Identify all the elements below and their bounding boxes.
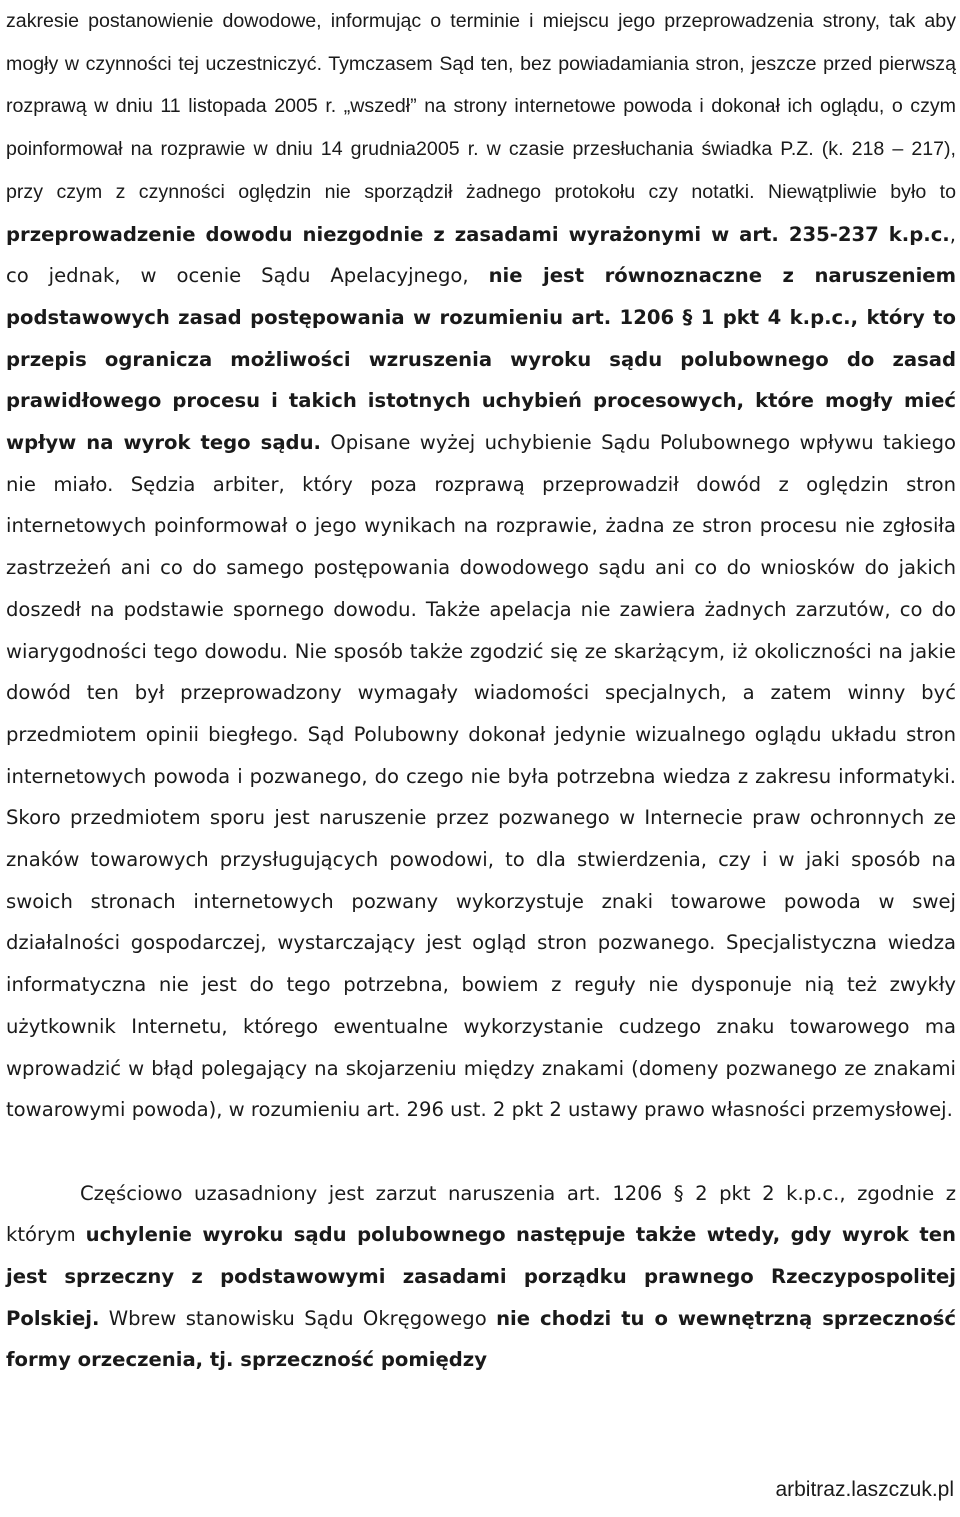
text-segment: , co jednak, w ocenie Sądu Apelacyjnego, xyxy=(6,222,956,288)
bold-text-segment: nie jest równoznaczne z naruszeniem podstawowych zasad postępowania w rozumieniu art. 1206 § 1 pkt 4 k.p.c., który to przepis ogranicza możliwości wzruszenia wyroku sądu polubownego do zasad prawidłowego procesu i takich istotnych uchybień procesowych, które mogły mieć wpływ na wyrok tego sądu. xyxy=(6,264,956,455)
text-segment: zakresie postanowienie dowodowe, informując o terminie i miejscu jego przeprowadzenia strony, tak aby mogły w czynności tej uczestniczyć. Tymczasem Sąd ten, bez powiadamiania stron, jeszcze przed pierwszą rozprawą w dniu 11 listopada 2005 r. „wszedł” na strony internetowe powoda i dokonał ich oglądu, o czym poinformował na rozprawie w dniu 14 grudnia2005 r. w czasie przesłuchania świadka P.Z. (k. 218 – 217), przy czym z czynności oględzin nie sporządził żadnego protokołu czy notatki. Niewątpliwie było to xyxy=(6,10,956,203)
text-segment: Wbrew stanowisku Sądu Okręgowego xyxy=(99,1306,497,1330)
text-segment: Częściowo uzasadniony jest zarzut naruszenia art. 1206 § 2 pkt 2 k.p.c., zgodnie z którym xyxy=(6,1181,956,1247)
paragraph-1 xyxy=(6,0,956,1131)
bold-text-segment: uchylenie wyroku sądu polubownego następuje także wtedy, gdy wyrok ten jest sprzeczny z podstawowymi zasadami porządku prawnego Rzeczypospolitej Polskiej. xyxy=(6,1223,956,1330)
bold-text-segment: przeprowadzenie dowodu niezgodnie z zasadami wyrażonymi w art. 235-237 k.p.c. xyxy=(6,222,950,246)
document-page xyxy=(6,0,956,1381)
bold-text-segment: nie chodzi tu o wewnętrzną sprzeczność formy orzeczenia, tj. sprzeczność pomiędzy xyxy=(6,1306,956,1372)
footer-url: arbitraz.laszczuk.pl xyxy=(775,1478,954,1501)
text-segment: Opisane wyżej uchybienie Sądu Polubownego wpływu takiego nie miało. Sędzia arbiter, który poza rozprawą przeprowadził dowód z oględzin stron internetowych poinformował o jego wynikach na rozprawie, żadna ze stron procesu nie zgłosiła zastrzeżeń ani co do samego postępowania dowodowego sądu ani co do wniosków do jakich doszedł na podstawie spornego dowodu. Także apelacja nie zawiera żadnych zarzutów, co do wiarygodności tego dowodu. Nie sposób także zgodzić się ze skarżącym, iż okoliczności na jakie dowód ten był przeprowadzony wymagały wiadomości specjalnych, a zatem winny być przedmiotem opinii biegłego. Sąd Polubowny dokonał jedynie wizualnego oglądu układu stron internetowych powoda i pozwanego, do czego nie była potrzebna wiedza z zakresu informatyki. Skoro przedmiotem sporu jest naruszenie przez pozwanego w Internecie praw ochronnych ze znaków towarowych przysługujących powodowi, to dla stwierdzenia, czy i w jaki sposób na swoich stronach internetowych pozwany wykorzystuje znaki towarowe powoda w swej działalności gospodarczej, wystarczający jest ogląd stron pozwanego. Specjalistyczna wiedza informatyczna nie jest do tego potrzebna, bowiem z reguły nie dysponuje nią też zwykły użytkownik Internetu, którego ewentualne wykorzystanie cudzego znaku towarowego ma wprowadzić w błąd polegający na skojarzeniu między znakami (domeny pozwanego ze znakami towarowymi powoda), w rozumieniu art. 296 ust. 2 pkt 2 ustawy prawo własności przemysłowej. xyxy=(6,431,956,1122)
paragraph-2 xyxy=(6,1173,956,1382)
